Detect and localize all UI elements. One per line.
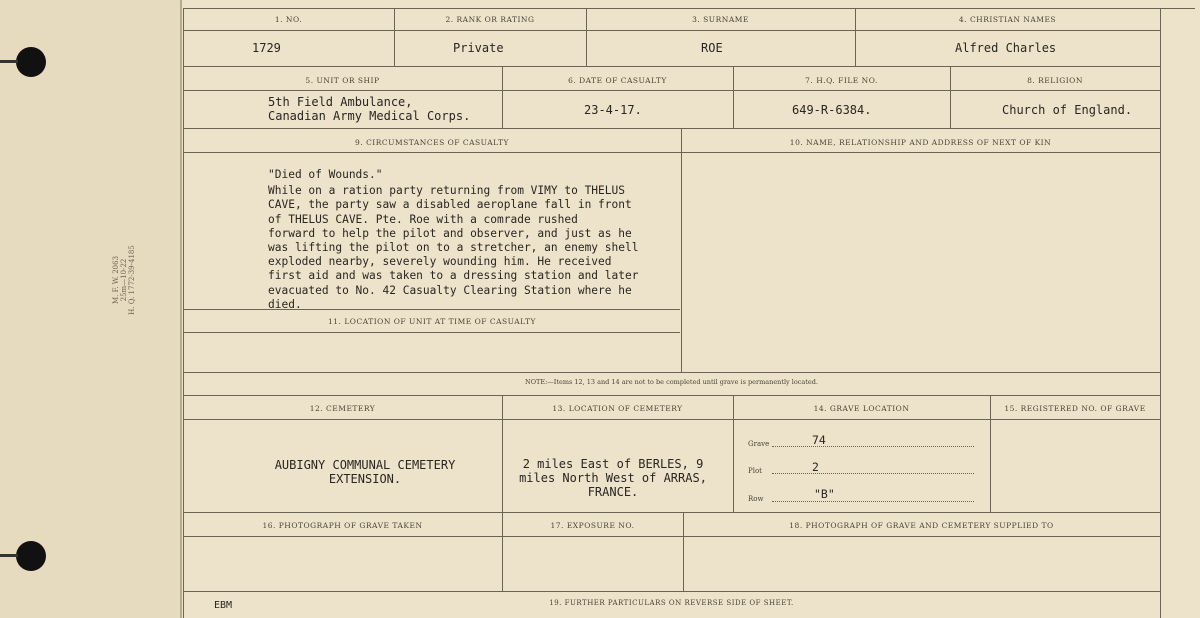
circumstances-line: evacuated to No. 42 Casualty Clearing Station where he	[268, 283, 632, 297]
value-hq-file: 649-R-6384.	[792, 103, 872, 117]
rule	[183, 128, 1160, 129]
rule	[183, 332, 680, 333]
circumstances-line: forward to help the pilot and observer, and just as he	[268, 226, 632, 240]
rule	[183, 90, 1160, 91]
grave-dotted-line	[772, 446, 974, 447]
value-christian-names: Alfred Charles	[955, 41, 1057, 55]
label-registered-no: 15. REGISTERED NO. OF GRAVE	[1004, 404, 1146, 413]
rule	[183, 419, 1160, 420]
circumstances-line: died.	[268, 297, 302, 311]
circumstances-line: was lifting the pilot on to a stretcher, an enemy shell	[268, 241, 639, 255]
label-no: 1. NO.	[274, 15, 303, 24]
circumstances-title: "Died of Wounds."	[268, 168, 383, 181]
circumstances-line: While on a ration party returning from VIMY to THELUS	[268, 184, 625, 198]
value-date: 23-4-17.	[584, 103, 642, 117]
label-grave: Grave	[748, 440, 770, 448]
label-christian-names: 4. CHRISTIAN NAMES	[958, 15, 1057, 24]
clerk-initials: EBM	[214, 600, 233, 611]
value-row: "B"	[814, 487, 835, 501]
footer-text: 19. FURTHER PARTICULARS ON REVERSE SIDE OF SHEET.	[549, 599, 794, 607]
circumstances-line: CAVE, the party saw a disabled aeroplane fall in front	[268, 198, 632, 212]
label-plot: Plot	[748, 467, 762, 475]
value-unit-line1: 5th Field Ambulance,	[268, 95, 413, 109]
value-grave: 74	[812, 433, 826, 447]
value-rank: Private	[453, 41, 504, 55]
rule	[183, 536, 1160, 537]
rule	[183, 30, 1160, 31]
card-stub	[0, 0, 182, 618]
value-cem-loc-line3: FRANCE.	[587, 485, 639, 499]
value-cem-loc-line2: miles North West of ARRAS,	[519, 471, 707, 485]
label-rank: 2. RANK OR RATING	[445, 15, 535, 24]
label-hq-file: 7. H.Q. FILE NO.	[805, 76, 878, 85]
binder-hole-top	[16, 47, 46, 77]
label-date: 6. DATE OF CASUALTY	[568, 76, 667, 85]
plot-dotted-line	[772, 473, 974, 474]
circumstances-line: first aid and was taken to a dressing station and later	[268, 269, 639, 283]
label-exposure: 17. EXPOSURE NO.	[550, 521, 635, 530]
value-cemetery-line2: EXTENSION.	[328, 472, 402, 486]
label-row: Row	[748, 495, 764, 503]
label-unit: 5. UNIT OR SHIP	[305, 76, 380, 85]
label-photo-grave: 16. PHOTOGRAPH OF GRAVE TAKEN	[262, 521, 423, 530]
rule	[183, 591, 1160, 592]
label-grave-location: 14. GRAVE LOCATION	[813, 404, 910, 413]
value-surname: ROE	[701, 41, 723, 55]
circumstances-line: of THELUS CAVE. Pte. Roe with a comrade rushed	[268, 212, 578, 226]
value-unit-line2: Canadian Army Medical Corps.	[268, 109, 471, 123]
value-religion: Church of England.	[1002, 103, 1133, 117]
rule	[183, 66, 1160, 67]
binder-hole-bottom	[16, 541, 46, 571]
circumstances-text	[268, 168, 698, 312]
value-no: 1729	[252, 41, 281, 55]
label-circumstances: 9. CIRCUMSTANCES OF CASUALTY	[355, 138, 509, 147]
label-photo-supplied: 18. PHOTOGRAPH OF GRAVE AND CEMETERY SUPPLIED TO	[789, 521, 1054, 530]
value-plot: 2	[812, 460, 819, 474]
rule	[183, 395, 1160, 396]
circumstances-line: exploded nearby, severely wounding him. He received	[268, 255, 612, 269]
label-location-unit: 11. LOCATION OF UNIT AT TIME OF CASUALTY	[328, 317, 536, 326]
row-dotted-line	[772, 501, 974, 502]
rule	[183, 512, 1160, 513]
rule	[183, 372, 1160, 373]
right-border	[1160, 8, 1161, 618]
rule	[183, 152, 1160, 153]
label-religion: 8. RELIGION	[1027, 76, 1083, 85]
print-code: M. F. W. 2063 25m—10-22 H. Q. 1772-39-4185	[112, 245, 136, 315]
note-text: NOTE:—Items 12, 13 and 14 are not to be completed until grave is permanently located.	[525, 378, 818, 386]
label-next-of-kin: 10. NAME, RELATIONSHIP AND ADDRESS OF NEXT OF KIN	[789, 138, 1052, 147]
value-cemetery-line1: AUBIGNY COMMUNAL CEMETERY	[274, 458, 456, 472]
value-cem-loc-line1: 2 miles East of BERLES, 9	[522, 457, 704, 471]
label-cemetery: 12. CEMETERY	[309, 404, 376, 413]
rule	[183, 8, 1195, 9]
label-surname: 3. SURNAME	[692, 15, 749, 24]
label-cemetery-location: 13. LOCATION OF CEMETERY	[552, 404, 683, 413]
